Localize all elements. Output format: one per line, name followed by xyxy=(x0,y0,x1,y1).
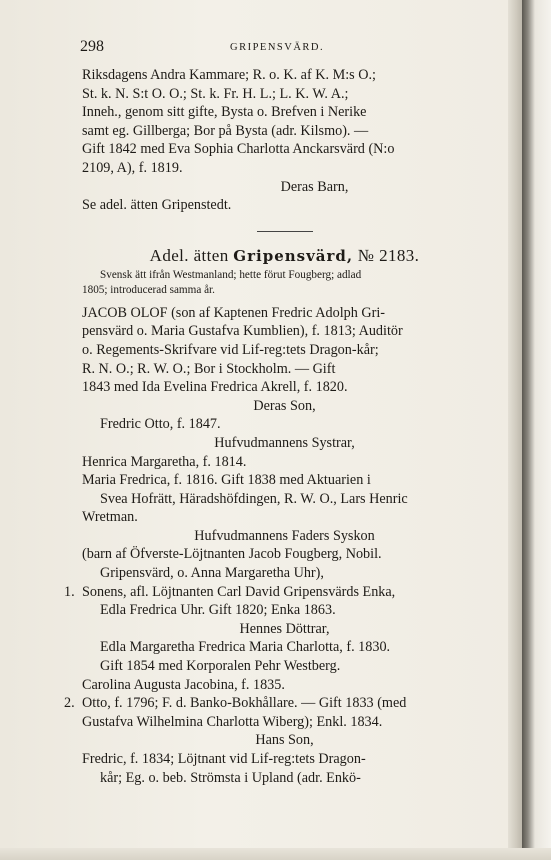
family-title xyxy=(82,244,487,268)
text-line: pensvärd o. Maria Gustafva Kumblien), f. 1813; Auditör xyxy=(82,323,403,340)
page-gutter xyxy=(508,0,522,860)
text-line: 1805; introducerad samma år. xyxy=(82,283,215,296)
list-item-text: Sonens, afl. Löjtnanten Carl David Gripensvärds Enka, xyxy=(82,583,396,600)
section-heading: Hans Son, xyxy=(255,732,314,749)
family-name: Gripensvärd, xyxy=(233,246,354,265)
list-item-text: Otto, f. 1796; F. d. Banko-Bokhållare. — Gift 1833 (med xyxy=(82,695,407,712)
section-heading: Hennes Döttrar, xyxy=(239,620,330,637)
family-title-prefix: Adel. ätten xyxy=(149,245,229,265)
text-line: Maria Fredrica, f. 1816. Gift 1838 med Aktuarien i xyxy=(82,472,371,489)
list-number: 2. xyxy=(64,695,75,712)
list-item xyxy=(64,694,487,713)
list-number: 1. xyxy=(64,583,75,600)
text-line: 1843 med Ida Evelina Fredrica Akrell, f. 1820. xyxy=(82,379,348,396)
page-number: 298 xyxy=(80,38,104,55)
text-line xyxy=(82,140,487,159)
text-line: o. Regements-Skrifvare vid Lif-reg:tets Dragon-kår; xyxy=(82,341,379,358)
family-note xyxy=(82,268,487,298)
section-heading: Hufvudmannens Faders Syskon xyxy=(194,527,375,544)
text-line: Fredric, f. 1834; Löjtnant vid Lif-reg:tets Dragon- xyxy=(82,751,366,767)
book-edge xyxy=(522,0,551,860)
text-line: Edla Fredrica Uhr. Gift 1820; Enka 1863. xyxy=(100,602,336,619)
text-line: samt eg. Gillberga; Bor på Bysta (adr. Kilsmo). — xyxy=(82,122,369,139)
text-line: St. k. N. S:t O. O.; St. k. Fr. H. L.; L. K. W. A.; xyxy=(82,85,349,102)
page-header xyxy=(80,38,490,58)
text-line: Svea Hofrätt, Häradshöfdingen, R. W. O., Lars Henric xyxy=(100,490,408,507)
list-item xyxy=(64,583,487,602)
family-number: № 2183. xyxy=(357,245,420,265)
text-line: Gripensvärd, o. Anna Margaretha Uhr), xyxy=(100,565,324,582)
text-line: Riksdagens Andra Kammare; R. o. K. af K. M:s O.; xyxy=(82,67,376,83)
section-heading: Deras Son, xyxy=(253,397,316,414)
text-line: Svensk ätt ifrån Westmanland; hette förut Fougberg; adlad xyxy=(100,268,362,281)
text-line: Gustafva Wilhelmina Charlotta Wiberg); Enkl. 1834. xyxy=(82,713,383,730)
book-bottom-edge xyxy=(0,848,551,860)
text-line: kår; Eg. o. beb. Strömsta i Upland (adr. Enkö- xyxy=(100,769,361,786)
running-head: GRIPENSVÄRD. xyxy=(230,42,325,53)
text-line: Gift 1854 med Korporalen Pehr Westberg. xyxy=(100,658,341,675)
text-line-content: Gift 1842 med Eva Sophia Charlotta Anckarsvärd (N:o xyxy=(82,141,395,158)
text-line: Henrica Margaretha, f. 1814. xyxy=(82,453,247,470)
text-line: Wretman. xyxy=(82,509,138,526)
text-line: JACOB OLOF (son af Kaptenen Fredric Adolph Gri- xyxy=(82,304,386,321)
text-line: 2109, A), f. 1819. xyxy=(82,159,183,176)
text-line: Fredric Otto, f. 1847. xyxy=(100,416,221,433)
text-line: Carolina Augusta Jacobina, f. 1835. xyxy=(82,676,285,693)
page-body xyxy=(64,66,487,787)
text-line: (barn af Öfverste-Löjtnanten Jacob Fougberg, Nobil. xyxy=(82,546,382,563)
text-line: R. N. O.; R. W. O.; Bor i Stockholm. — Gift xyxy=(82,360,336,377)
section-heading: Hufvudmannens Systrar, xyxy=(214,434,355,451)
text-line: Inneh., genom sitt gifte, Bysta o. Brefven i Nerike xyxy=(82,104,367,121)
section-divider xyxy=(257,231,313,232)
text-line: Se adel. ätten Gripenstedt. xyxy=(82,197,232,214)
text-line: Edla Margaretha Fredrica Maria Charlotta, f. 1830. xyxy=(100,639,391,656)
section-heading: Deras Barn, xyxy=(280,178,349,195)
